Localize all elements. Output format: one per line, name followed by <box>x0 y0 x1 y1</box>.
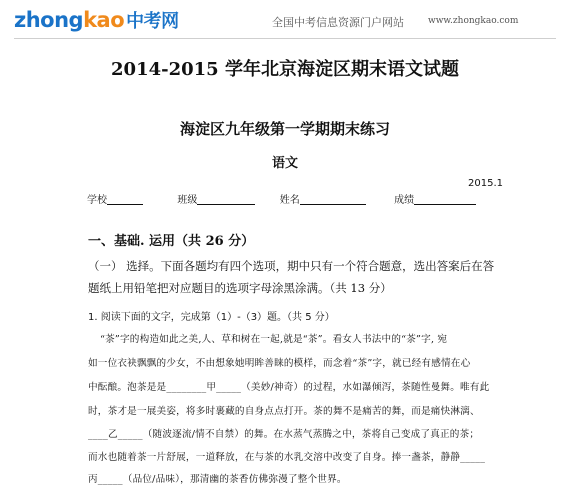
score-blank <box>414 193 476 205</box>
exam-date: 2015.1 <box>468 178 503 189</box>
instruction-line: （一） 选择。下面各题均有四个选项，期中只有一个符合题意，选出答案后在答 <box>88 259 495 273</box>
student-info-row <box>87 191 476 206</box>
school-label: 学校 <box>87 195 107 206</box>
name-label: 姓名 <box>279 195 300 206</box>
passage-line: 中酝酿。泡茶是是________甲_____（美妙/神奇）的过程，水如瀑倾泻，茶随性曼舞。唯有此 <box>88 382 490 393</box>
passage-line: 时，茶才是一展美姿，将多时裹藏的自身点点打开。茶的舞不是痛苦的舞，而是痛快淋漓、 <box>88 406 480 417</box>
passage-line: ____乙_____（随波逐流/情不自禁）的舞。在水蒸气蒸腾之中，茶将自己变成了真正的茶； <box>88 429 480 440</box>
class-label: 班级 <box>177 195 198 206</box>
logo-cn: 中考网 <box>126 11 179 32</box>
passage-line: 如一位衣袂飘飘的少女，不由想象她明眸善睐的模样，而念着“茶”字，就已经有感情在心 <box>88 358 471 369</box>
score-label: 成绩 <box>394 195 415 206</box>
school-blank <box>107 193 143 205</box>
site-header <box>0 0 570 42</box>
question-1: 1. 阅读下面的文字，完成第（1）-（3）题。（共 5 分） <box>88 312 335 323</box>
site-tagline: 全国中考信息资源门户网站 <box>272 16 404 29</box>
passage-line: “茶”字的构造如此之美,人、草和树在一起,就是“茶”。看女人书法中的“茶”字, 宛 <box>100 334 448 345</box>
section-heading: 一、基础. 运用（共 26 分） <box>88 234 255 249</box>
exam-title: 海淀区九年级第一学期期末练习 <box>179 120 390 138</box>
site-url[interactable]: www.zhongkao.com <box>428 16 519 26</box>
subject-heading: 语文 <box>271 156 298 171</box>
instruction-line: 题纸上用铅笔把对应题目的选项字母涂黑涂满。（共 13 分） <box>88 281 392 295</box>
logo-zhong: zhong <box>14 8 84 32</box>
name-blank <box>300 193 366 205</box>
document-title: 2014-2015 学年北京海淀区期末语文试题 <box>111 59 459 80</box>
passage-line: 而水也随着茶一片舒展，一道释放，在与茶的水乳交溶中改变了自身。捧一盏茶，静静_____ <box>88 452 486 463</box>
header-divider <box>14 38 556 39</box>
logo-kao: kao <box>83 8 125 32</box>
zhongkao-logo[interactable] <box>14 8 179 34</box>
class-blank <box>197 193 255 205</box>
passage-line: 丙_____（品位/品味），那清幽的茶香仿佛弥漫了整个世界。 <box>88 474 347 485</box>
